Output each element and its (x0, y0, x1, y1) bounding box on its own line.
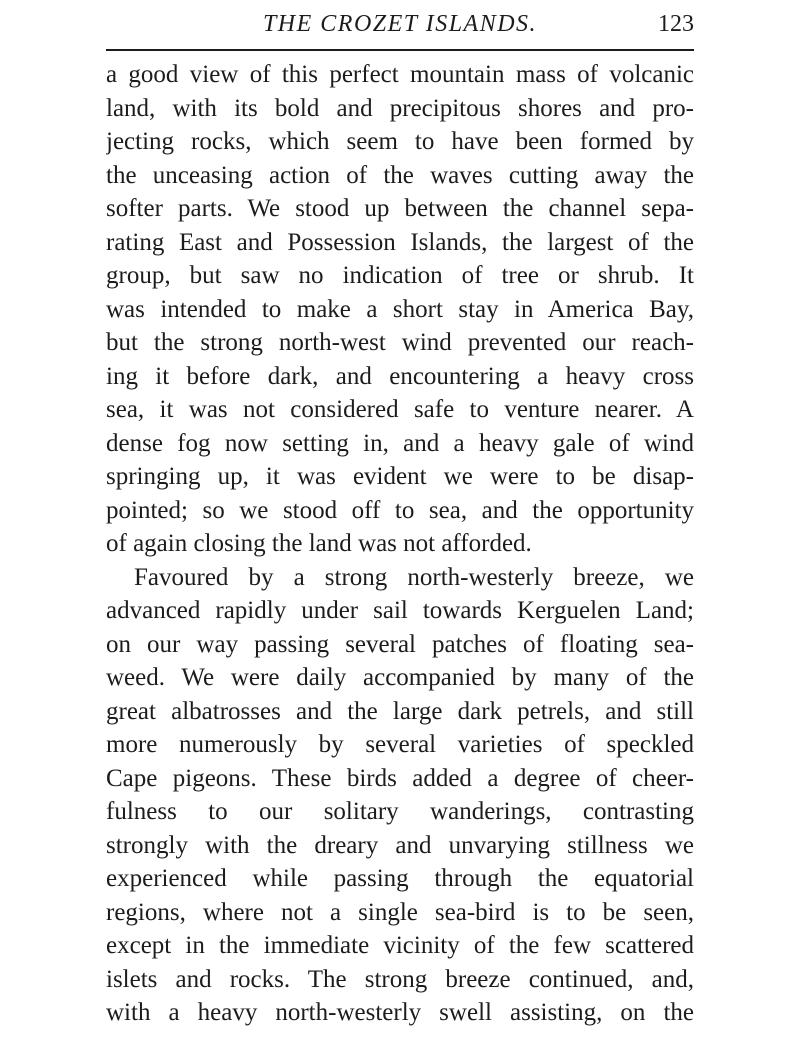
text-line: more numerously by several varieties of speckled (106, 731, 694, 758)
text-line: strongly with the dreary and unvarying stillness we (106, 831, 694, 859)
running-head (106, 4, 694, 44)
text-line: but the strong north-west wind prevented our reach- (106, 329, 694, 356)
paragraph (106, 561, 694, 1030)
text-line: pointed; so we stood off to sea, and the opportunity (106, 496, 694, 524)
text-line: dense fog now setting in, and a heavy gale of wind (106, 429, 694, 457)
text-line: of again closing the land was not afforded. (106, 530, 532, 557)
text-line: a good view of this perfect mountain mass of volcanic (106, 61, 694, 88)
text-line: Cape pigeons. These birds added a degree of cheer- (106, 764, 694, 792)
text-line: springing up, it was evident we were to be disap- (106, 463, 694, 490)
header-rule (106, 49, 694, 51)
text-line: Favoured by a strong north-westerly breeze, we (134, 563, 694, 591)
text-line: advanced rapidly under sail towards Kerguelen Land; (106, 597, 694, 624)
text-line: softer parts. We stood up between the channel sepa- (106, 195, 694, 222)
text-line: experienced while passing through the equatorial (106, 865, 694, 892)
text-line: weed. We were daily accompanied by many of the (106, 664, 694, 691)
text-line: with a heavy north-westerly swell assisting, on the (106, 999, 694, 1026)
paragraph (106, 58, 694, 561)
text-line: great albatrosses and the large dark petrels, and still (106, 697, 694, 725)
text-line: ing it before dark, and encountering a heavy cross (106, 362, 694, 390)
text-line: group, but saw no indication of tree or shrub. It (106, 262, 694, 289)
text-line: islets and rocks. The strong breeze continued, and, (106, 965, 694, 993)
body-text (106, 58, 694, 1030)
running-title: THE CROZET ISLANDS. (262, 11, 538, 37)
text-line: land, with its bold and precipitous shores and pro- (106, 94, 694, 122)
text-line: sea, it was not considered safe to venture nearer. A (106, 396, 694, 423)
page-number: 123 (658, 11, 694, 37)
text-line: on our way passing several patches of floating sea- (106, 630, 694, 658)
text-line: regions, where not a single sea-bird is to be seen, (106, 898, 694, 926)
text-line: except in the immediate vicinity of the few scattered (106, 932, 694, 959)
text-line: rating East and Possession Islands, the largest of the (106, 228, 694, 256)
text-line: the unceasing action of the waves cutting away the (106, 161, 694, 189)
text-line: was intended to make a short stay in America Bay, (106, 295, 694, 323)
text-line: fulness to our solitary wanderings, contrasting (106, 798, 694, 825)
text-line: jecting rocks, which seem to have been formed by (106, 128, 694, 155)
